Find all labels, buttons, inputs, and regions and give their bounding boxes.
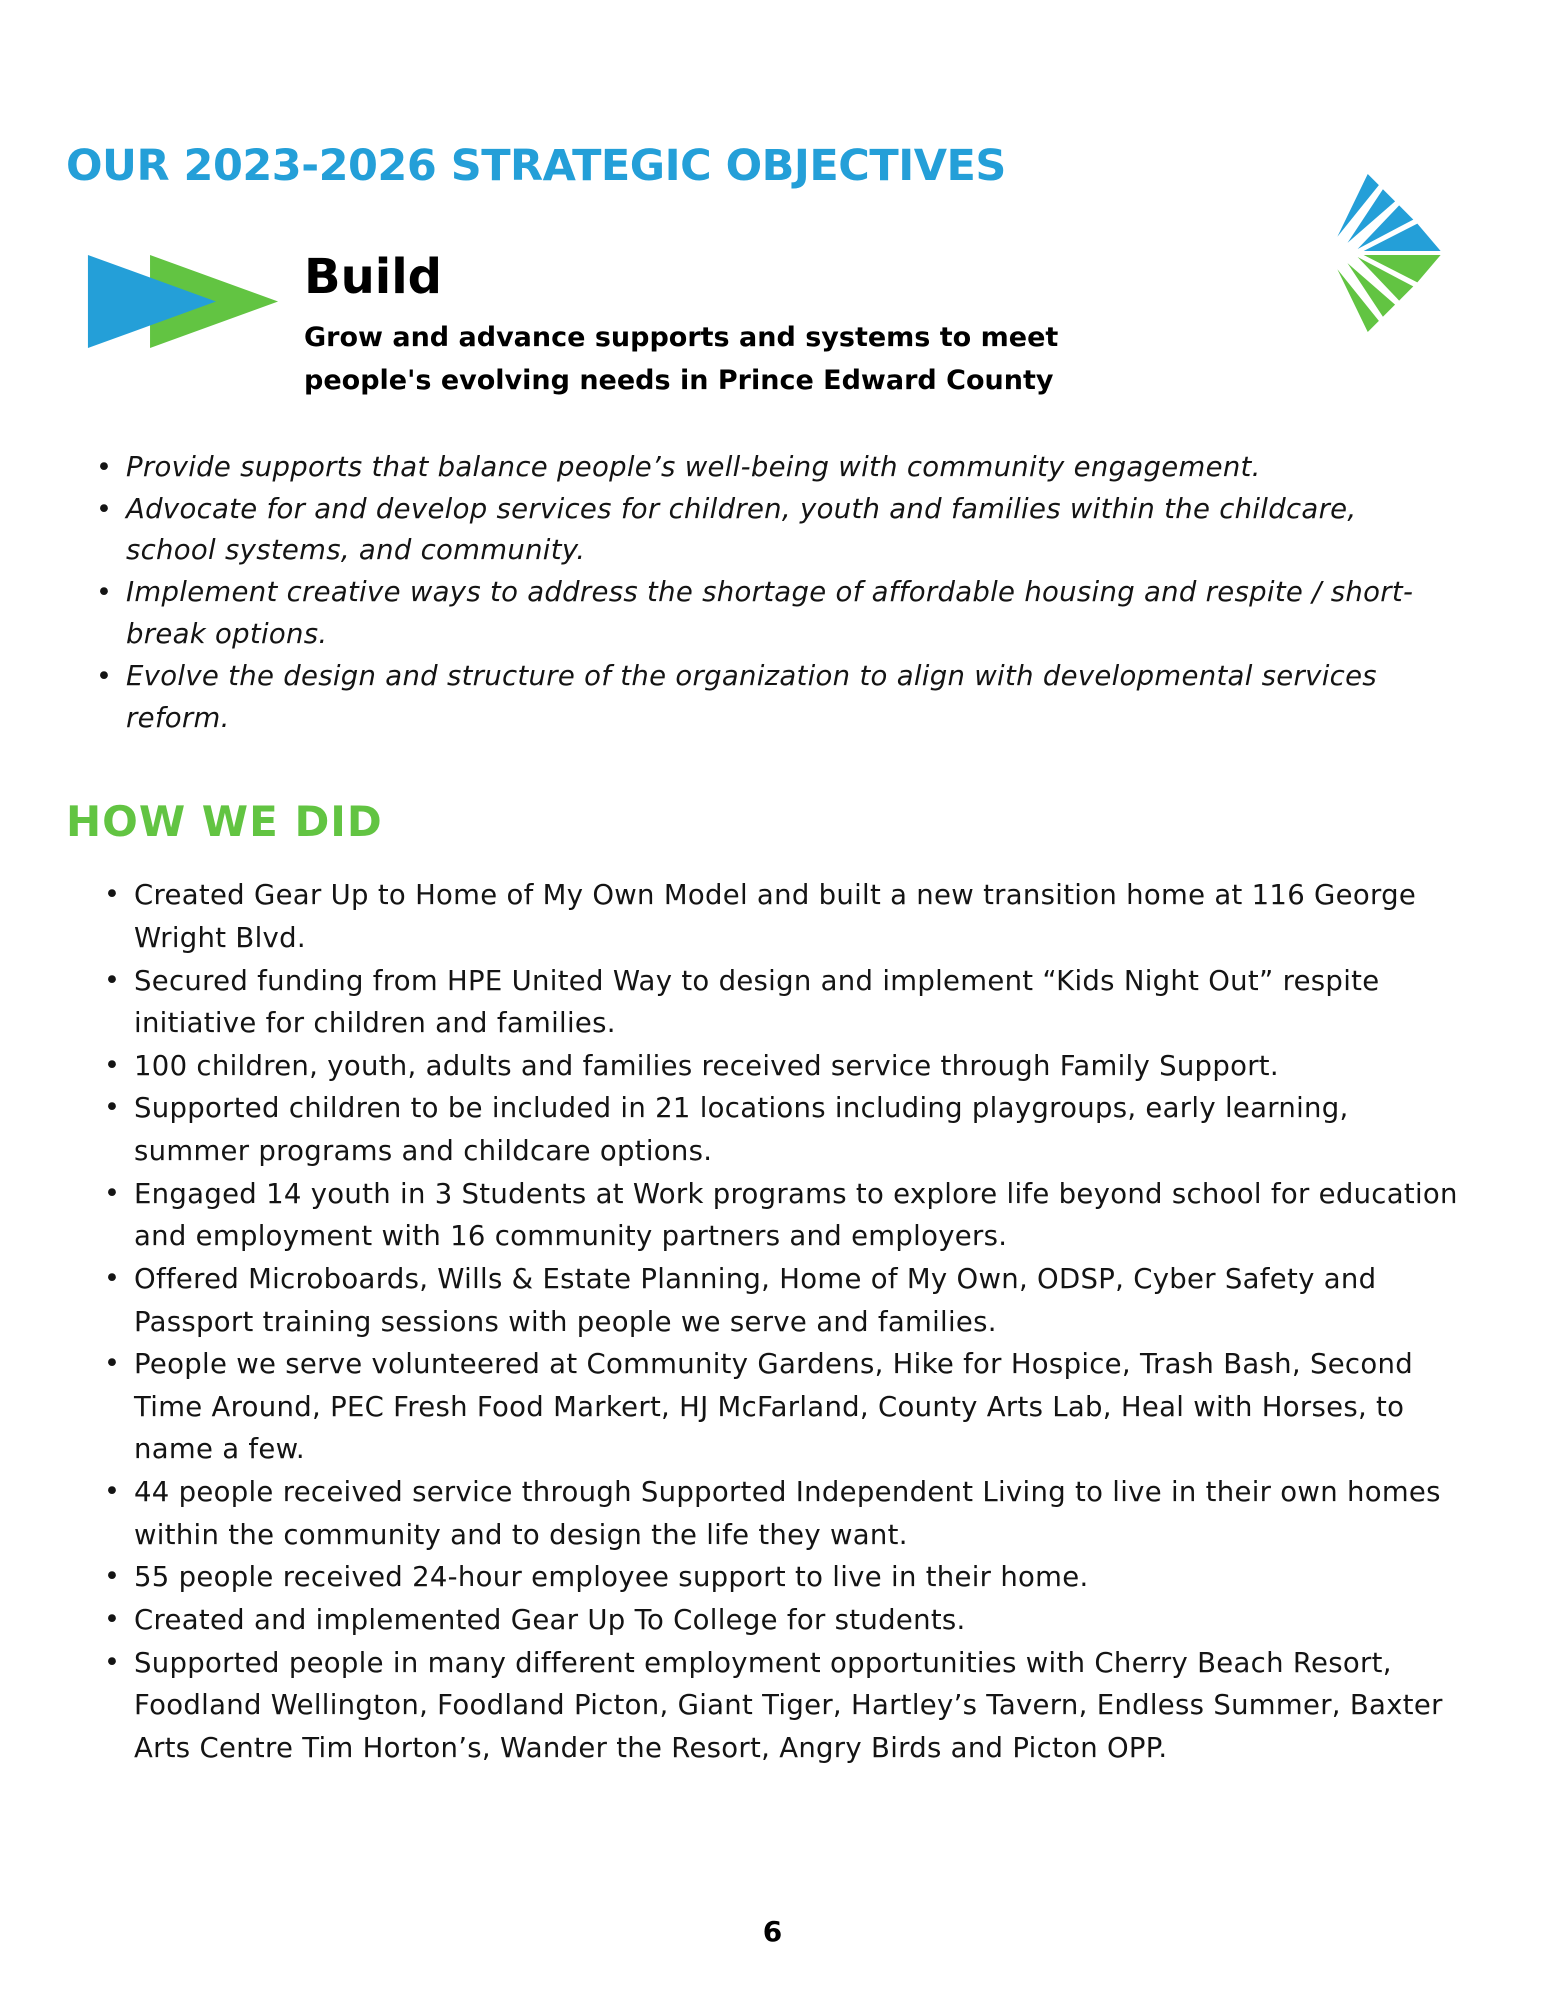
double-arrow-icon (84, 253, 282, 350)
result-item: • 55 people received 24-hour employee support to live in their home. (92, 1556, 1467, 1599)
build-description (304, 317, 1058, 402)
organization-logo-icon (1333, 172, 1445, 334)
build-section-header (66, 251, 1467, 402)
objective-item: • Advocate for and develop services for children, youth and families within the childcare, school systems, and community. (84, 489, 1444, 573)
result-item: • 100 children, youth, adults and families received service through Family Support. (92, 1045, 1467, 1088)
objective-item: • Evolve the design and structure of the organization to align with developmental services reform. (84, 656, 1444, 740)
result-item: • Supported people in many different employment opportunities with Cherry Beach Resort, Foodland Wellington, Foodland Picton, Giant Tiger, Hartley’s Tavern, Endless Summer, Baxter Arts Centre Tim Horton’s, Wander the Resort, Angry Birds and Picton OPP. (92, 1642, 1467, 1770)
result-item: • Created Gear Up to Home of My Own Model and built a new transition home at 116 George Wright Blvd. (92, 874, 1467, 959)
objective-item: • Implement creative ways to address the shortage of affordable housing and respite / short-break options. (84, 572, 1444, 656)
result-item: • Supported children to be included in 21 locations including playgroups, early learning, summer programs and childcare options. (92, 1087, 1467, 1172)
result-item: • People we serve volunteered at Community Gardens, Hike for Hospice, Trash Bash, Second Time Around, PEC Fresh Food Markert, HJ McFarland, County Arts Lab, Heal with Horses, to name a few. (92, 1343, 1467, 1471)
logo-green-shards (1337, 255, 1440, 332)
result-item: • Offered Microboards, Wills & Estate Planning, Home of My Own, ODSP, Cyber Safety and Passport training sessions with people we serve and families. (92, 1258, 1467, 1343)
objective-item: • Provide supports that balance people’s well-being with community engagement. (84, 447, 1444, 489)
logo-blue-shards (1337, 174, 1440, 251)
result-item: • Created and implemented Gear Up To College for students. (92, 1599, 1467, 1642)
result-item: • 44 people received service through Supported Independent Living to live in their own homes within the community and to design the life they want. (92, 1471, 1467, 1556)
build-text-block (304, 251, 1058, 402)
build-description-line-2: people's evolving needs in Prince Edward County (304, 365, 1054, 397)
page-title: OUR 2023-2026 STRATEGIC OBJECTIVES (66, 141, 1006, 191)
result-item: • Secured funding from HPE United Way to design and implement “Kids Night Out” respite initiative for children and families. (92, 960, 1467, 1045)
how-we-did-heading: HOW WE DID (66, 797, 383, 847)
build-description-line-1: Grow and advance supports and systems to meet (304, 322, 1059, 354)
result-item: • Engaged 14 youth in 3 Students at Work programs to explore life beyond school for education and employment with 16 community partners and employers. (92, 1173, 1467, 1258)
strategic-objectives-list (84, 447, 1444, 740)
build-heading: Build (304, 249, 443, 306)
results-list (92, 874, 1467, 1769)
page-number: 6 (762, 1915, 783, 1948)
